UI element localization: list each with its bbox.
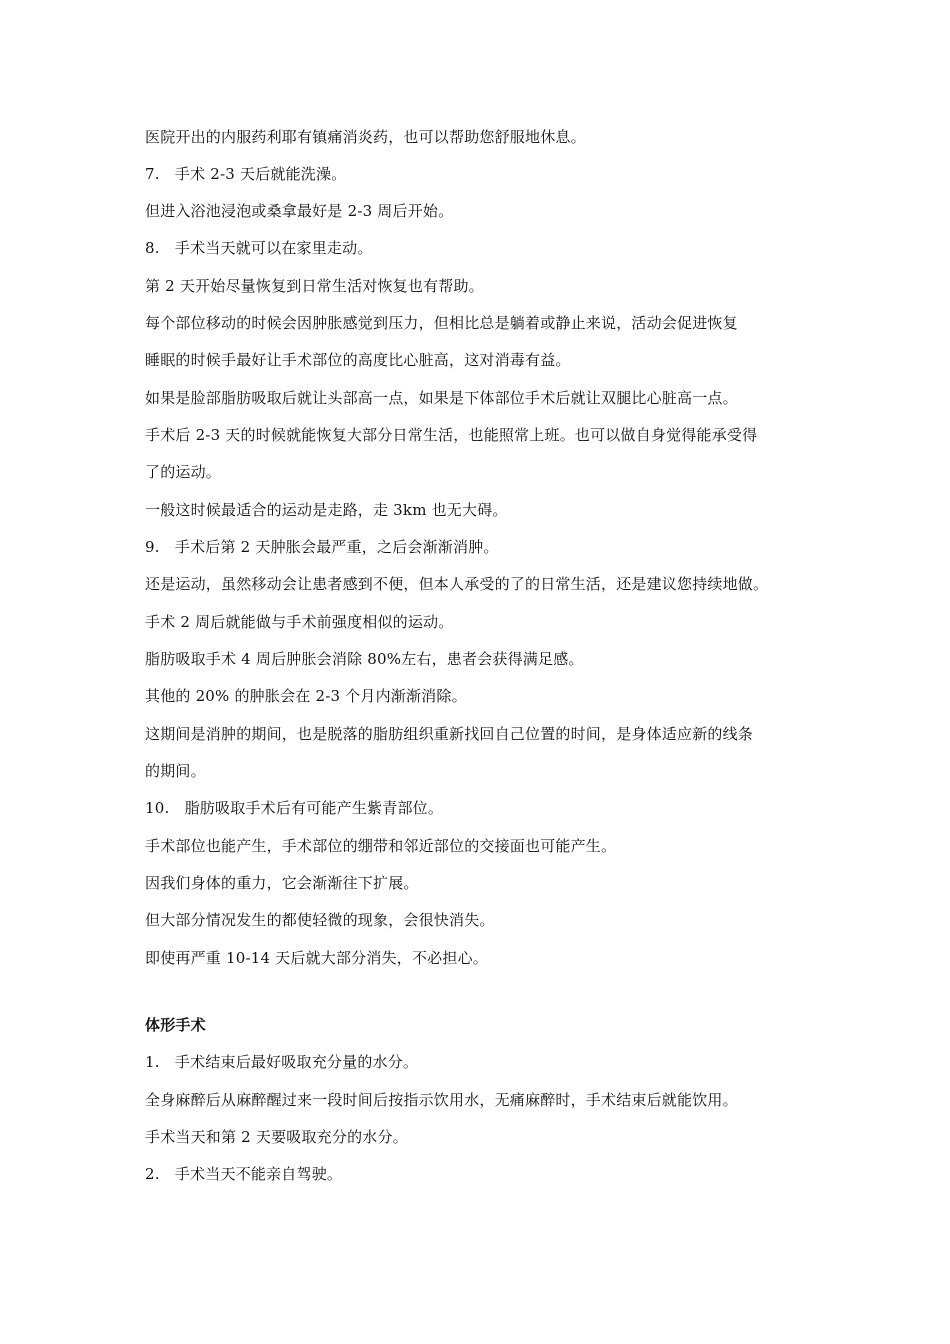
text-line: 即使再严重 10-14 天后就大部分消失，不必担心。 bbox=[145, 949, 488, 967]
text-line: 第 2 天开始尽量恢复到日常生活对恢复也有帮助。 bbox=[145, 277, 484, 295]
text-line: 每个部位移动的时候会因肿胀感觉到压力，但相比总是躺着或静止来说，活动会促进恢复 bbox=[145, 314, 738, 332]
text-line: 医院开出的内服药利耶有镇痛消炎药，也可以帮助您舒服地休息。 bbox=[145, 128, 586, 146]
text-line: 的期间。 bbox=[145, 762, 206, 780]
list-item-8: 8. 手术当天就可以在家里走动。 bbox=[145, 239, 373, 257]
section-heading: 体形手术 bbox=[145, 1016, 206, 1034]
text-line: 全身麻醉后从麻醉醒过来一段时间后按指示饮用水，无痛麻醉时，手术结束后就能饮用。 bbox=[145, 1091, 738, 1109]
text-line: 了的运动。 bbox=[145, 463, 222, 481]
text-line: 因我们身体的重力，它会渐渐往下扩展。 bbox=[145, 874, 419, 892]
text-line: 手术 2 周后就能做与手术前强度相似的运动。 bbox=[145, 613, 454, 631]
list-item-1: 1. 手术结束后最好吸取充分量的水分。 bbox=[145, 1053, 419, 1071]
text-line: 其他的 20% 的肿胀会在 2-3 个月内渐渐消除。 bbox=[145, 687, 467, 705]
text-line: 如果是脸部脂肪吸取后就让头部高一点，如果是下体部位手术后就让双腿比心脏高一点。 bbox=[145, 389, 738, 407]
text-line: 脂肪吸取手术 4 周后肿胀会消除 80%左右，患者会获得满足感。 bbox=[145, 650, 584, 668]
text-line: 手术当天和第 2 天要吸取充分的水分。 bbox=[145, 1128, 408, 1146]
text-line: 手术后 2-3 天的时候就能恢复大部分日常生活，也能照常上班。也可以做自身觉得能承受得 bbox=[145, 426, 758, 444]
list-item-2: 2. 手术当天不能亲自驾驶。 bbox=[145, 1165, 343, 1183]
list-item-9: 9. 手术后第 2 天肿胀会最严重，之后会渐渐消肿。 bbox=[145, 538, 499, 556]
text-line: 但进入浴池浸泡或桑拿最好是 2-3 周后开始。 bbox=[145, 202, 454, 220]
text-line: 睡眠的时候手最好让手术部位的高度比心脏高，这对消毒有益。 bbox=[145, 351, 571, 369]
list-item-10: 10. 脂肪吸取手术后有可能产生紫青部位。 bbox=[145, 799, 444, 817]
text-line: 手术部位也能产生，手术部位的绷带和邻近部位的交接面也可能产生。 bbox=[145, 837, 617, 855]
list-item-7: 7. 手术 2-3 天后就能洗澡。 bbox=[145, 165, 347, 183]
text-line: 一般这时候最适合的运动是走路，走 3km 也无大碍。 bbox=[145, 501, 508, 519]
text-line: 这期间是消肿的期间，也是脱落的脂肪组织重新找回自己位置的时间，是身体适应新的线条 bbox=[145, 725, 754, 743]
text-line: 但大部分情况发生的都使轻微的现象，会很快消失。 bbox=[145, 911, 495, 929]
text-line: 还是运动，虽然移动会让患者感到不便，但本人承受的了的日常生活，还是建议您持续地做。 bbox=[145, 575, 769, 593]
